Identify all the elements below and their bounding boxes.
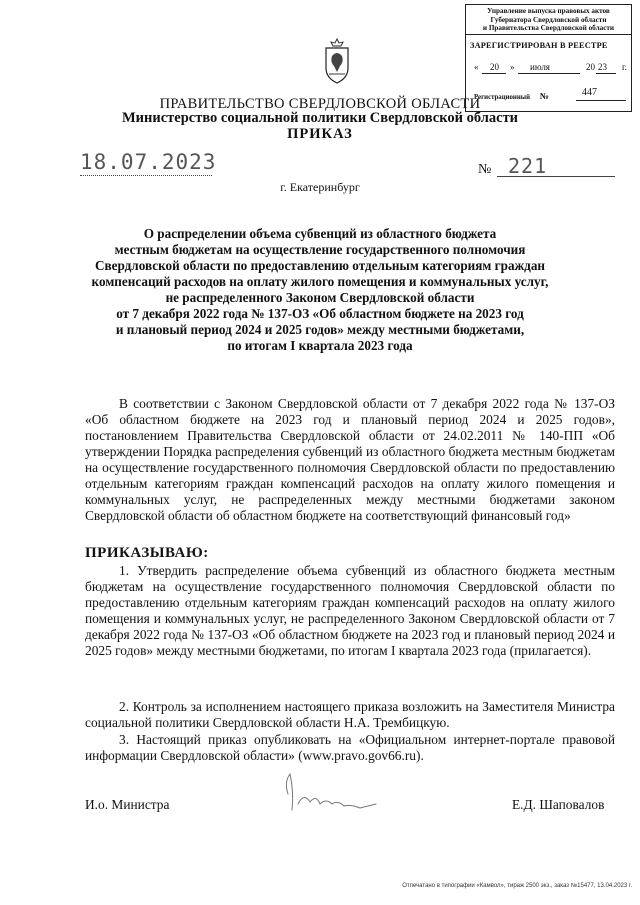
stamp-reg-label-text: Регистрационный [474,94,530,101]
stamp-date-year-prefix: 20 [586,62,595,72]
document-type: ПРИКАЗ [287,126,353,142]
title-line: Свердловской области по предоставлению отдельным категориям граждан [94,258,546,273]
title-line: не распределенного Законом Свердловской области [165,290,475,305]
stamp-date-open-quote: « [474,62,479,72]
number-underline [497,176,615,177]
handwritten-signature [280,764,390,824]
signatory-name: Е.Д. Шаповалов [512,797,605,812]
print-footer: Отпечатано в типографии «Камвол», тираж 2500 экз., заказ №15477, 13.04.2023 г. [402,883,632,889]
document-title [60,226,580,354]
stamp-date [474,62,627,76]
title-line: по итогам I квартала 2023 года [227,338,413,353]
number-label: № [478,162,492,177]
government-name: ПРАВИТЕЛЬСТВО СВЕРДЛОВСКОЙ ОБЛАСТИ [159,96,481,112]
stamp-year-underline [596,73,616,74]
coat-of-arms-icon [322,38,352,84]
stamp-header-line: Управление выпуска правовых актов [487,7,610,15]
title-line: местным бюджетам на осуществление государственного полномочия [114,242,526,257]
stamp-date-close-quote: » [510,62,515,72]
stamp-month-underline [518,73,580,74]
stamp-day-underline [482,73,506,74]
order-item-2: 2. Контроль за исполнением настоящего приказа возложить на Заместителя Министра социальной политики Свердловской области Н.А. Трембицкую. [85,699,615,730]
ministry-name: Министерство социальной политики Свердловской области [121,110,519,126]
stamp-date-month: июля [530,62,550,72]
stamp-header [466,7,631,35]
stamp-date-day: 20 [490,62,499,72]
title-line: и плановый период 2024 и 2025 годов» между местными бюджетами, [115,322,525,337]
order-item-1: 1. Утвердить распределение объема субвенций из областного бюджета местным бюджетам на осуществление государственного полномочия Свердловской области по предоставлению отдельным категориям граждан компенсаций расходов на оплату жилого помещения и коммунальных услуг, не распределенного Законом Свердловской области от 7 декабря 2022 года № 137-ОЗ «Об областном бюджете на 2023 год и плановый период 2024 и 2025 годов» между местными бюджетами, по итогам I квартала 2023 года (прилагается). [85,563,615,658]
stamp-registered-label: ЗАРЕГИСТРИРОВАН В РЕЕСТРЕ [470,41,608,50]
signatory-position: И.о. Министра [85,797,170,812]
title-line: О распределении объема субвенций из областного бюджета [143,226,497,241]
preamble-paragraph: В соответствии с Законом Свердловской области от 7 декабря 2022 года № 137-ОЗ «Об областном бюджете на 2023 год и плановый период 2024 и 2025 годов», постановлением Правительства Свердловской области от 24.02.2011 № 140-ПП «Об утверждении Порядка распределения субвенций из областного бюджета местным бюджетам на осуществление государственного полномочия Свердловской области по предоставлению отдельным категориям граждан компенсаций расходов на оплату жилого помещения и коммунальных услуг, не распределенных между местными бюджетами законом Свердловской области об областном бюджете на соответствующий финансовый год» [85,396,615,523]
stamp-header-line: Губернатора Свердловской области [490,15,607,24]
handwritten-date: 18.07.2023 [80,150,217,174]
handwritten-number: 221 [508,154,548,178]
title-line: от 7 декабря 2022 года № 137-ОЗ «Об областном бюджете на 2023 год [116,306,524,321]
stamp-reg-no-label: № [539,91,549,101]
command-word: ПРИКАЗЫВАЮ: [85,545,209,561]
date-underline [80,175,212,176]
stamp-reg-number: 447 [582,87,597,98]
stamp-header-line: и Правительства Свердловской области [482,24,615,33]
stamp-date-year-label: г. [622,62,627,72]
title-line: компенсаций расходов на оплату жилого помещения и коммунальных услуг, [91,274,549,289]
city: г. Екатеринбург [280,180,360,194]
stamp-date-year-suffix: 23 [598,62,607,72]
order-item-3: 3. Настоящий приказ опубликовать на «Официальном интернет-портале правовой информации Свердловской области» (www.pravo.gov66.ru). [85,732,615,763]
